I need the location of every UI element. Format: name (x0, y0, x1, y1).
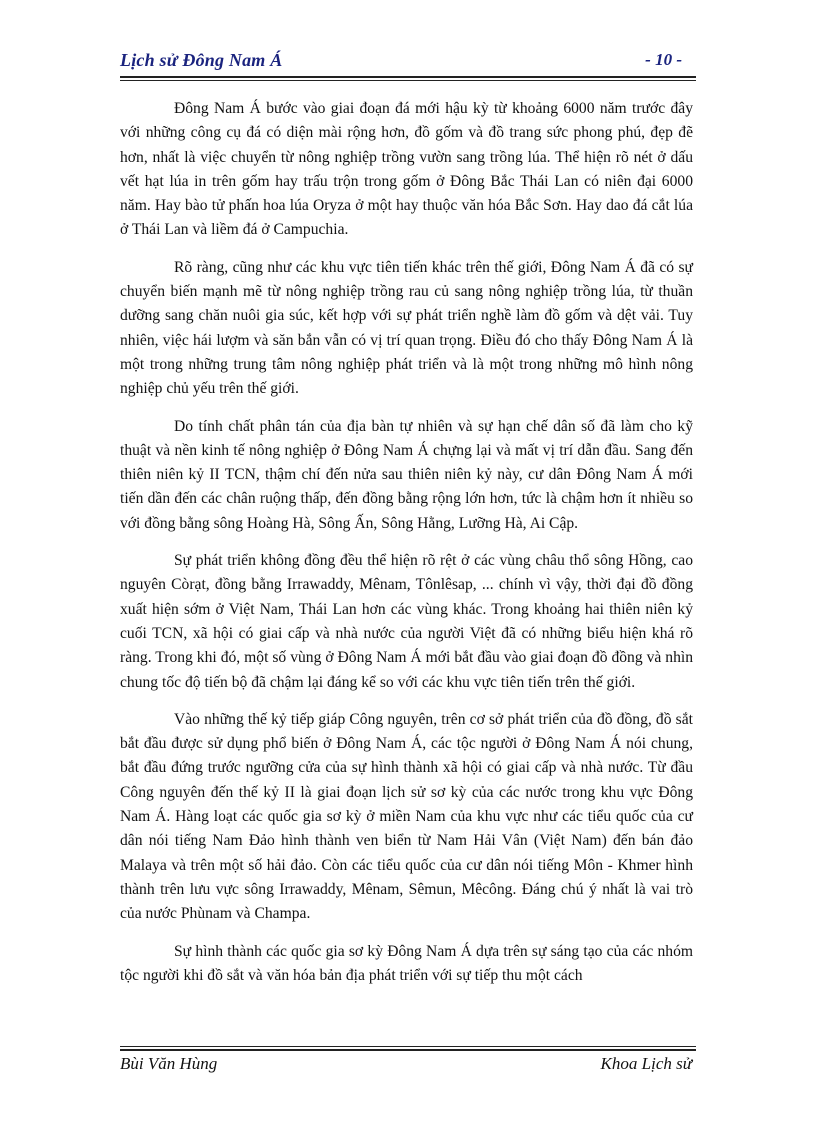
paragraph-4: Sự phát triển không đồng đều thể hiện rõ rệt ở các vùng châu thổ sông Hồng, cao nguyên Còrạt, đồng bằng Irrawaddy, Mênam, Tônlêsap, ... chính vì vậy, thời đại đồ đồng xuất hiện sớm ở Việt Nam, Thái Lan hơn các vùng khác. Trong khoảng hai thiên niên kỷ cuối TCN, xã hội có giai cấp và nhà nước của người Việt đã có những biểu hiện khá rõ ràng. Trong khi đó, một số vùng ở Đông Nam Á mới bắt đầu vào giai đoạn đồ đồng và nhìn chung tốc độ tiến bộ đã chậm lại đáng kể so với các khu vực tiên tiến trên thế giới. (120, 552, 693, 691)
paragraph-6: Sự hình thành các quốc gia sơ kỳ Đông Nam Á dựa trên sự sáng tạo của các nhóm tộc người khi đồ sắt và văn hóa bản địa phát triển với sự tiếp thu một cách (120, 942, 693, 984)
header-title: Lịch sử Đông Nam Á (120, 50, 283, 70)
footer-department: Khoa Lịch sử (600, 1054, 692, 1073)
page-number: - 10 - (645, 50, 682, 69)
footer-author: Bùi Văn Hùng (120, 1054, 218, 1073)
paragraph-3: Do tính chất phân tán của địa bàn tự nhiên và sự hạn chế dân số đã làm cho kỹ thuật và nền kinh tế nông nghiệp ở Đông Nam Á chựng lại và mất vị trí dẫn đầu. Sang đến thiên niên kỷ II TCN, thậm chí đến nửa sau thiên niên kỷ này, cư dân Đông Nam Á mới tiến dần đến các chân ruộng thấp, đến đồng bằng rộng lớn hơn, tức là chậm hơn ít nhiều so với đồng bằng sông Hoàng Hà, Sông Ấn, Sông Hằng, Lưỡng Hà, Ai Cập. (120, 417, 693, 532)
paragraph-5: Vào những thế kỷ tiếp giáp Công nguyên, trên cơ sở phát triển của đồ đồng, đồ sắt bắt đầu được sử dụng phổ biến ở Đông Nam Á, các tộc người ở Đông Nam Á nói chung, bắt đầu đứng trước ngưỡng cửa của sự hình thành xã hội có giai cấp và nhà nước. Từ đầu Công nguyên đến thế kỷ II là giai đoạn lịch sử sơ kỳ của các nước trong khu vực Đông Nam Á. Hàng loạt các quốc gia sơ kỳ ở miền Nam của khu vực như các tiểu quốc của cư dân nói tiếng Nam Đảo hình thành ven biển từ Nam Hải Vân (Việt Nam) đến bán đảo Malaya và trên một số hải đảo. Còn các tiểu quốc của cư dân nói tiếng Môn - Khmer hình thành trên lưu vực sông Irrawaddy, Mênam, Sêmun, Mêcông. Đáng chú ý nhất là vai trò của nước Phùnam và Champa. (120, 710, 693, 923)
header-rule-thin (120, 80, 696, 81)
header-rule (120, 76, 696, 78)
page-header (120, 50, 696, 76)
paragraph-1: Đông Nam Á bước vào giai đoạn đá mới hậu kỳ từ khoảng 6000 năm trước đây với những công cụ đá có diện mài rộng hơn, đồ gốm và đồ trang sức phong phú, đẹp đẽ hơn, nhất là việc chuyển từ nông nghiệp trồng vườn sang trồng lúa. Thể hiện rõ nét ở dấu vết hạt lúa in trên gốm hay trấu trộn trong gốm ở Đông Bắc Thái Lan có niên đại 6000 năm. Hay bào tử phấn hoa lúa Oryza ở một hay thuộc văn hóa Bắc Sơn. Hay dao đá cắt lúa ở Thái Lan và liềm đá ở Campuchia. (120, 100, 693, 239)
paragraph-2: Rõ ràng, cũng như các khu vực tiên tiến khác trên thế giới, Đông Nam Á đã có sự chuyển biến mạnh mẽ từ nông nghiệp trồng rau củ sang nông nghiệp trồng lúa, từ thuần dưỡng sang chăn nuôi gia súc, kết hợp với sự phát triển nghề làm đồ gốm và dệt vải. Tuy nhiên, việc hái lượm và săn bắn vẫn có vị trí quan trọng. Điều đó cho thấy Đông Nam Á là một trong những trung tâm nông nghiệp phát triển và là một trong những mô hình nông nghiệp chủ yếu trên thế giới. (120, 258, 693, 398)
body-text (120, 97, 693, 1001)
footer-rule-thin (120, 1046, 696, 1047)
footer-rule (120, 1049, 696, 1051)
